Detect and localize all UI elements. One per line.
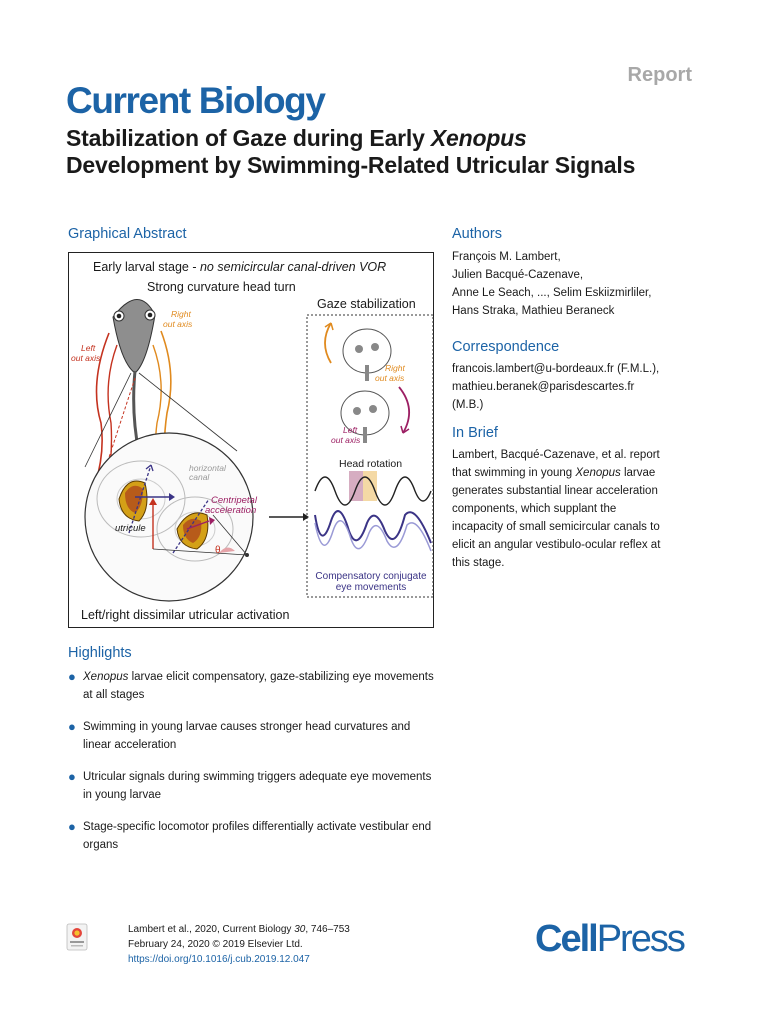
centripetal-label: Centripetal acceleration [205,495,257,516]
email-link[interactable]: francois.lambert@u-bordeaux.fr (F.M.L.), [452,363,660,375]
highlights-list [68,668,438,868]
utricle-magnified-view [85,433,253,601]
horizontal-canal-label: horizontal canal [189,463,226,482]
journal-title[interactable]: Current Biology [66,80,325,121]
left-axis-label-2: Left out axis [331,425,361,445]
doi-link[interactable]: https://doi.org/10.1016/j.cub.2019.12.047 [128,954,310,965]
in-brief-heading: In Brief [452,425,498,441]
author-line: Hans Straka, Mathieu Beraneck [452,305,615,317]
title-text-2: Development by Swimming-Related Utricular Signals [66,152,636,178]
head-turn-label: Strong curvature head turn [147,280,296,294]
in-brief-line: components, which supplant the [452,503,617,515]
logo-press: Press [596,918,684,960]
check-for-updates-icon[interactable] [66,923,88,951]
highlight-item: ● Utricular signals during swimming triggers adequate eye movements in young larvae [68,769,432,801]
authors-heading: Authors [452,226,502,242]
email-initials: (M.B.) [452,399,484,411]
highlight-item: ● Swimming in young larvae causes stronger head curvatures and linear acceleration [68,719,411,751]
email-link[interactable]: mathieu.beranek@parisdescartes.fr [452,381,635,393]
rotation-highlight-left [349,471,363,501]
right-axis-label: Right out axis [163,309,193,329]
bullet-icon: ● [68,669,76,684]
cellpress-logo [535,918,684,961]
bullet-icon: ● [68,719,76,734]
theta-label: θ [215,545,221,556]
in-brief-text [452,446,752,572]
citation-line: Lambert et al., 2020, Current Biology 30, 746–753 [128,924,350,935]
author-line: Julien Bacqué-Cazenave, [452,269,584,281]
title-text-1: Stabilization of Gaze during Early [66,125,431,151]
left-axis-label: Left out axis [71,343,101,363]
graphical-abstract-heading: Graphical Abstract [68,226,187,242]
in-brief-line: generates substantial linear acceleration [452,485,658,497]
correspondence-heading: Correspondence [452,339,560,355]
bottom-caption: Left/right dissimilar utricular activation [81,608,290,622]
in-brief-line: incapacity of small semicircular canals to [452,521,660,533]
in-brief-line: that swimming in young Xenopus larvae [452,467,656,479]
title-italic: Xenopus [430,125,527,151]
compensatory-label: Compensatory conjugate eye movements [315,571,427,593]
in-brief-line: this stage. [452,557,505,569]
bullet-icon: ● [68,769,76,784]
right-axis-label-2: Right out axis [375,363,405,383]
highlights-heading: Highlights [68,645,132,661]
author-line: Anne Le Seach, ..., Selim Eskiizmirliler, [452,287,652,299]
article-title [66,125,666,179]
bullet-icon: ● [68,819,76,834]
footer-citation [128,922,350,967]
author-line: François M. Lambert, [452,251,561,263]
logo-cell: Cell [535,918,597,960]
in-brief-line: Lambert, Bacqué-Cazenave, et al. report [452,449,660,461]
rotation-highlight-right [363,471,377,501]
stage-caption: Early larval stage - no semicircular canal-driven VOR [93,260,387,274]
head-rotation-label: Head rotation [339,458,403,470]
report-label: Report [627,64,692,86]
in-brief-line: elicit an angular vestibulo-ocular reflex at [452,539,661,551]
highlight-item: ● Xenopus larvae elicit compensatory, gaze-stabilizing eye movements at all stages [68,669,434,701]
graphical-abstract-figure [68,252,434,628]
gaze-stabilization-label: Gaze stabilization [317,297,416,311]
highlight-item: ● Stage-specific locomotor profiles differentially activate vestibular end organs [68,819,432,851]
authors-list [452,248,752,320]
link-arrow-head [303,513,309,521]
correspondence-block [452,360,752,414]
date-line: February 24, 2020 © 2019 Elsevier Ltd. [128,939,303,950]
eye-trace-2 [315,521,431,551]
utricle-label: utricule [115,523,146,534]
